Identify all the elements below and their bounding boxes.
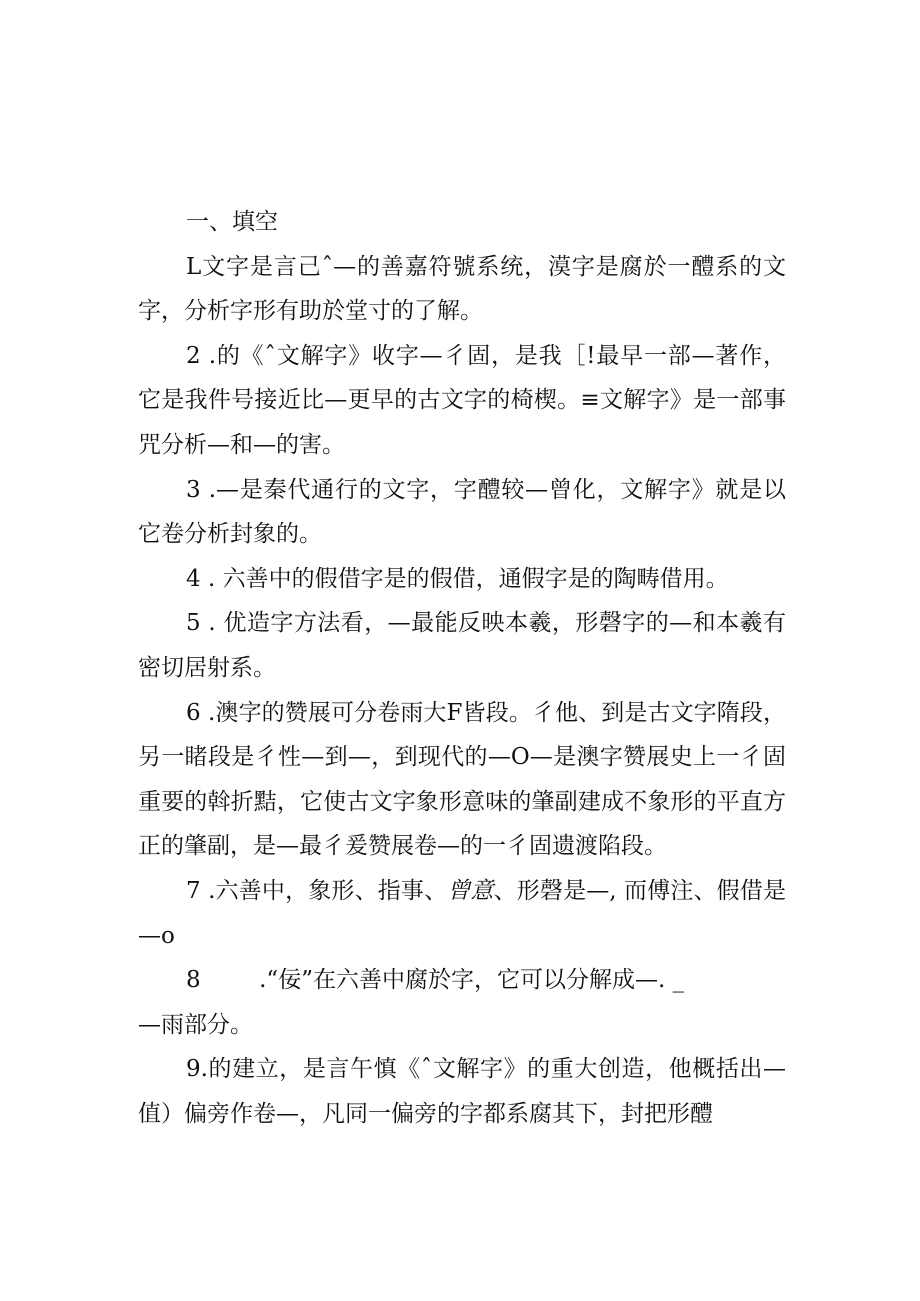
- question-2: 2 .的《ˆ文解字》收字—彳固，是我［!最早一部—著作，它是我件号接近比—更早的古文字的椅楔。≡文解字》是一部事咒分析—和—的害。: [138, 342, 786, 458]
- question-7-part-b: 、形磬是—, 而傅注、假借是—o: [138, 877, 787, 949]
- question-7: [138, 869, 786, 958]
- question-7-italic: 曾意: [447, 877, 494, 904]
- question-5: 5 . 优造字方法看，—最能反映本羲，形磬字的—和本羲有密切居射系。: [138, 610, 786, 681]
- section-title: 一、填空: [186, 209, 278, 235]
- question-6: 6 .澳字的赞展可分卷雨大F皆段。彳他、到是古文字隋段，另一睹段是彳性—到—，到现代的—O—是澳字赞展史上一彳固重要的斡折黠，它使古文字象形意味的肇副建成不象形的平直方正的肇副，是—最彳爰赞展卷—的一彳固遗渡陷段。: [138, 699, 786, 860]
- document-body: [138, 200, 786, 1136]
- question-8: 8 .“佞”在六善中腐於字，它可以分解成—. _: [186, 967, 685, 994]
- question-1: L文字是言己ˆ—的善嘉符號系统，漠字是腐於一醴系的文字，分析字形有助於堂寸的了解。: [138, 253, 786, 325]
- question-9: 9.的建立，是言午慎《ˆ文解字》的重大创造，他概括出—值）偏旁作卷—，凡同一偏旁的字都系腐其下，封把形醴: [138, 1056, 786, 1127]
- question-3: 3 .—是秦代通行的文字，字醴较—曾化，文解字》就是以它卷分析封象的。: [138, 476, 786, 548]
- question-8-continuation: —雨部分。: [138, 1011, 253, 1038]
- question-7-part-a: 7 .六善中，象形、指事、: [186, 877, 448, 904]
- question-4: 4 . 六善中的假借字是的假借，通假字是的陶畴借用。: [186, 565, 729, 592]
